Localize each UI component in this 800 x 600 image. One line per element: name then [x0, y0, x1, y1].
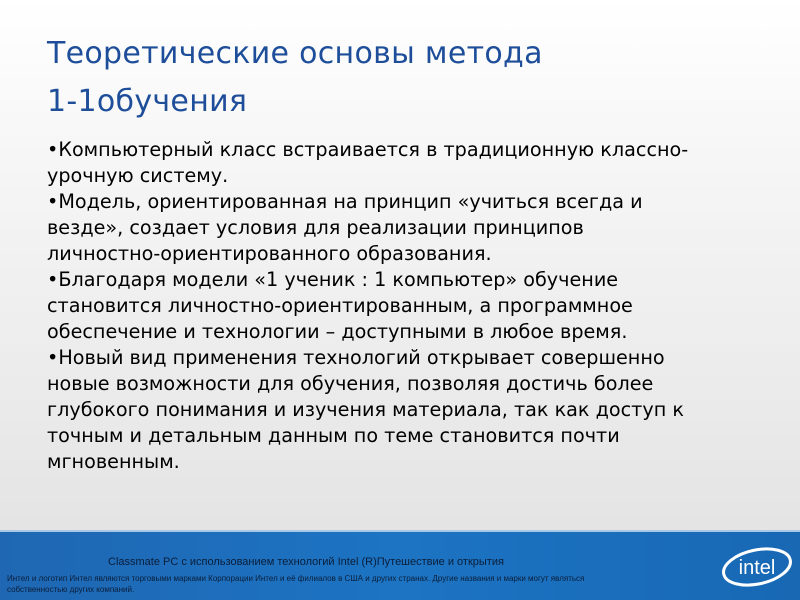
footer-legal-line: собственностью других компаний.: [7, 585, 135, 594]
body-line: •Новый вид применения технологий открывает совершенно: [47, 346, 665, 369]
body-line: урочную систему.: [47, 164, 229, 187]
footer-title: Classmate PC с использованием технологий Intel (R)Путешествие и открытия: [108, 556, 504, 568]
body-line: точным и детальным данным по теме становится почти: [47, 424, 620, 447]
body-line: •Компьютерный класс встраивается в традиционную классно-: [47, 138, 689, 161]
body-line: новые возможности для обучения, позволяя достичь более: [47, 372, 654, 395]
footer-legal-notice: [7, 573, 727, 595]
body-line: обеспечение и технологии – доступными в любое время.: [47, 320, 628, 343]
slide-title-line: 1-1обучения: [47, 84, 248, 119]
body-line: личностно-ориентированного образования.: [47, 242, 492, 265]
intel-logo-text: intel: [738, 557, 776, 579]
footer-bar: [0, 530, 800, 600]
body-line: •Модель, ориентированная на принцип «учиться всегда и: [47, 190, 643, 213]
body-line: везде», создает условия для реализации принципов: [47, 216, 584, 239]
footer-legal-line: Интел и логотип Интел являются торговыми марками Корпорации Интел и её филиалов в США и других странах. Другие названия и марки могут являться: [7, 574, 585, 583]
slide-title: [47, 30, 747, 126]
footer-divider: [0, 530, 800, 532]
slide-title-line: Теоретические основы метода: [47, 36, 543, 71]
body-line: •Благодаря модели «1 ученик : 1 компьютер» обучение: [47, 268, 619, 291]
slide-body: [47, 137, 747, 475]
intel-logo: [719, 542, 795, 592]
body-line: мгновенным.: [47, 450, 180, 473]
body-line: глубокого понимания и изучения материала, так как доступ к: [47, 398, 684, 421]
body-line: становится личностно-ориентированным, а программное: [47, 294, 633, 317]
